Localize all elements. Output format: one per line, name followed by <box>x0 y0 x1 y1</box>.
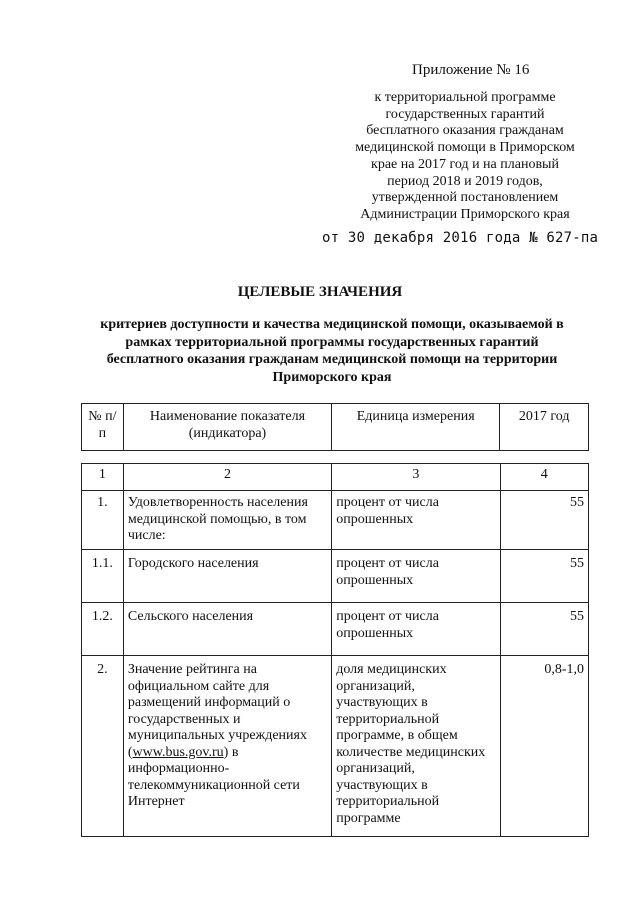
appendix-line: утвержденной постановлением <box>371 190 559 206</box>
column-number: 4 <box>500 464 588 491</box>
column-number-row <box>82 464 589 491</box>
target-value: 0,8-1,0 <box>500 656 588 837</box>
table-row <box>82 550 589 603</box>
header-indicator-name: Наименование показателя (индикатора) <box>123 404 331 451</box>
appendix-line: бесплатного оказания гражданам <box>366 123 564 139</box>
row-number: 2. <box>82 656 124 837</box>
subtitle-line: бесплатного оказания гражданам медицинской помощи на территории <box>106 352 558 367</box>
row-number: 1.2. <box>82 603 124 656</box>
table-header <box>81 403 589 451</box>
appendix-text <box>330 90 600 224</box>
unit-of-measure: процент от числа опрошенных <box>332 550 500 603</box>
row-number: 1.1. <box>82 550 124 603</box>
unit-of-measure: процент от числа опрошенных <box>332 603 500 656</box>
subtitle-line: Приморского края <box>272 369 392 385</box>
column-number: 1 <box>82 464 124 491</box>
document-title: ЦЕЛЕВЫЕ ЗНАЧЕНИЯ <box>237 284 403 300</box>
decree-stamp: от 30 декабря 2016 года № 627-па <box>322 230 599 246</box>
appendix-line: период 2018 и 2019 годов, <box>387 173 543 189</box>
indicator-name-text: Значение рейтинга на официальном сайте для размещений информаций о государственных и муниципальных учреждениях ( <box>127 662 307 760</box>
target-value: 55 <box>500 550 588 603</box>
column-number: 2 <box>123 464 331 491</box>
appendix-line: Администрации Приморского края <box>360 206 570 222</box>
subtitle-line: рамках территориальной программы государственных гарантий <box>125 334 539 350</box>
appendix-title: Приложение № 16 <box>412 62 530 78</box>
appendix-line: к территориальной программе <box>374 90 556 105</box>
column-number: 3 <box>332 464 500 491</box>
table-row <box>82 603 589 656</box>
document-subtitle <box>64 316 600 386</box>
indicator-name-text: ) в информационно-телекоммуникационной сети Интернет <box>127 744 300 809</box>
criteria-table <box>81 463 589 837</box>
subtitle-line: критериев доступности и качества медицинской помощи, оказываемой в <box>100 317 564 332</box>
appendix-line: крае на 2017 год и на плановый <box>371 156 559 172</box>
row-number: 1. <box>82 491 124 550</box>
unit-of-measure: процент от числа опрошенных <box>332 491 500 550</box>
header-unit: Единица измерения <box>332 404 500 451</box>
indicator-name: Сельского населения <box>123 603 331 656</box>
target-value: 55 <box>500 603 588 656</box>
table-row <box>82 656 589 837</box>
table-row <box>82 491 589 550</box>
target-value: 55 <box>500 491 588 550</box>
bus-gov-link[interactable]: www.bus.gov.ru <box>132 744 224 760</box>
indicator-name <box>123 656 331 837</box>
header-year: 2017 год <box>500 404 589 451</box>
header-number: № п/п <box>82 404 124 451</box>
unit-of-measure: доля медицинских организаций, участвующих в территориальной программе, в общем количестве медицинских организаций, участвующих в территориальной программе <box>332 656 500 837</box>
indicator-name: Удовлетворенность населения медицинской помощью, в том числе: <box>123 491 331 550</box>
appendix-line: медицинской помощи в Приморском <box>355 140 575 156</box>
appendix-line: государственных гарантий <box>385 106 545 122</box>
indicator-name: Городского населения <box>123 550 331 603</box>
